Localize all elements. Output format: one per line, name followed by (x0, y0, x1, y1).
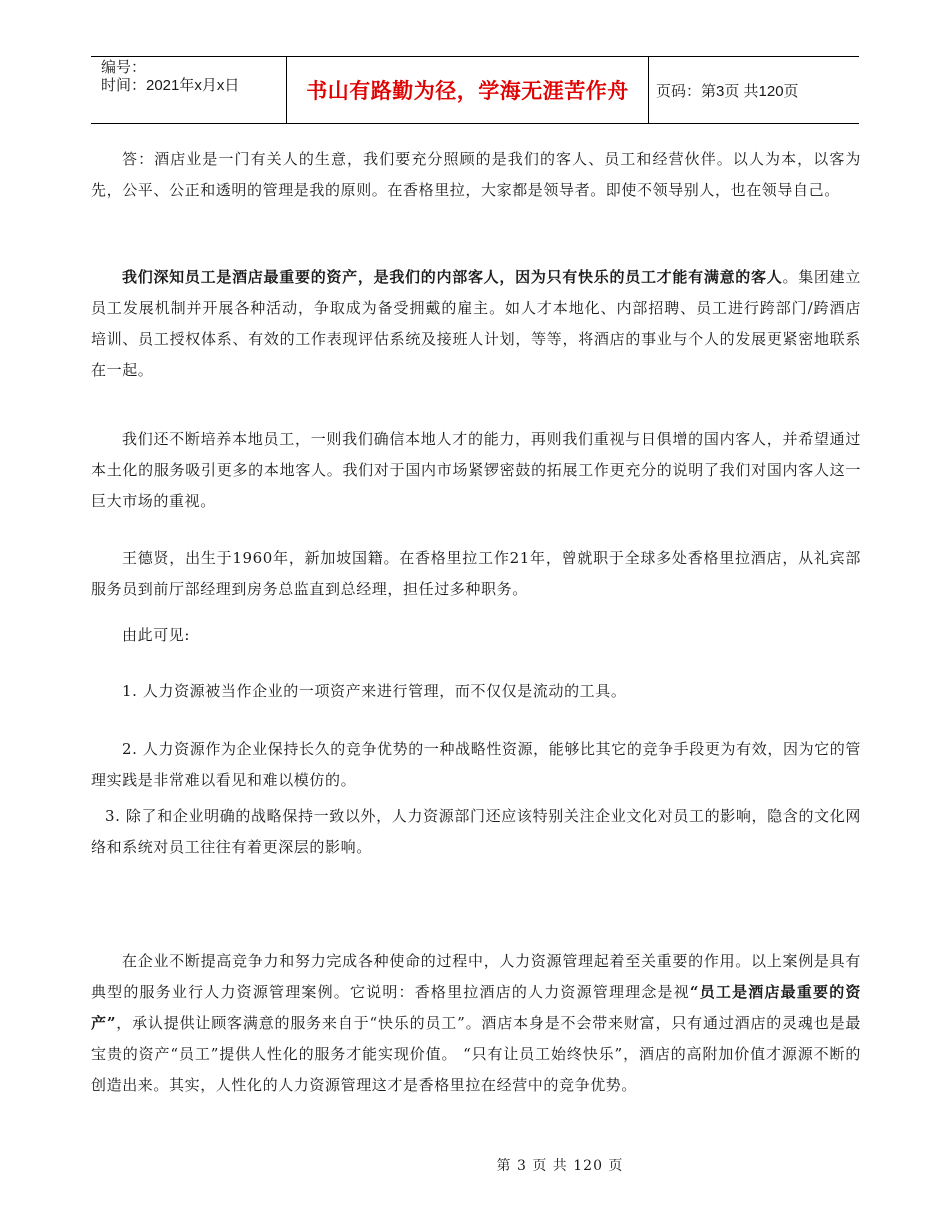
list-item-2 (91, 734, 861, 796)
list-item-1 (91, 676, 861, 707)
paragraph-summary (91, 946, 861, 1101)
paragraph-text: ，承认提供让顾客满意的服务来自于“快乐的员工”。酒店本身是不会带来财富，只有通过酒店的灵魂也是最宝贵的资产“员工”提供人性化的服务才能实现价值。 “只有让员工始终快乐”，酒店的高附加价值才源源不断的创造出来。其实，人性化的人力资源管理这才是香格里拉在经营中的竞争优势。 (91, 1014, 861, 1094)
page-header (91, 56, 859, 124)
list-item-text: 3. 除了和企业明确的战略保持一致以外，人力资源部门还应该特别关注企业文化对员工的影响，隐含的文化网络和系统对员工往往有着更深层的影响。 (91, 807, 861, 856)
paragraph-text: 我们还不断培养本地员工，一则我们确信本地人才的能力，再则我们重视与日俱增的国内客人，并希望通过本土化的服务吸引更多的本地客人。我们对于国内市场紧锣密鼓的拓展工作更充分的说明了我们对国内客人这一巨大市场的重视。 (91, 430, 861, 510)
paragraph-answer (91, 144, 861, 206)
paragraph-conclusion-intro (91, 620, 861, 651)
list-item-text: 2. 人力资源作为企业保持长久的竞争优势的一种战略性资源，能够比其它的竞争手段更为有效，因为它的管理实践是非常难以看见和难以模仿的。 (91, 740, 861, 789)
paragraph-text: 在企业不断提高竞争力和努力完成各种使命的过程中，人力资源管理起着至关重要的作用。以上案例是具有典型的服务业行人力资源管理案例。它说明：香格里拉酒店的人力资源管理理念是视 (91, 952, 861, 1001)
paragraph-text: 王德贤，出生于1960年，新加坡国籍。在香格里拉工作21年，曾就职于全球多处香格里拉酒店，从礼宾部服务员到前厅部经理到房务总监直到总经理，担任过多种职务。 (91, 549, 861, 598)
page-footer: 第 3 页 共 120 页 (496, 1158, 624, 1174)
header-meta (101, 59, 286, 95)
paragraph-text: 由此可见: (122, 626, 191, 644)
paragraph-biography (91, 543, 861, 605)
header-divider (648, 57, 649, 123)
paragraph-text: 答：酒店业是一门有关人的生意，我们要充分照顾的是我们的客人、员工和经营伙伴。以人为本，以客为先，公平、公正和透明的管理是我的原则。在香格里拉，大家都是领导者。即使不领导别人，也在领导自己。 (91, 150, 861, 199)
paragraph-text: 。集团建立员工发展机制并开展各种活动，争取成为备受拥戴的雇主。如人才本地化、内部招聘、员工进行跨部门/跨酒店培训、员工授权体系、有效的工作表现评估系统及接班人计划，等等，将酒店的事业与个人的发展更紧密地联系在一起。 (91, 268, 861, 379)
paragraph-local-staff (91, 424, 861, 517)
paragraph-employees (91, 262, 861, 386)
list-item-3 (91, 801, 861, 863)
time-label: 时间：2021年x月x日 (101, 77, 240, 94)
number-label: 编号： (101, 59, 147, 76)
bold-statement: 我们深知员工是酒店最重要的资产，是我们的内部客人，因为只有快乐的员工才能有满意的客人 (122, 268, 783, 286)
header-page-info: 页码：第3页 共120页 (656, 82, 799, 100)
bold-quote: “员工是酒店最重要的资产” (91, 983, 861, 1032)
list-item-text: 1. 人力资源被当作企业的一项资产来进行管理，而不仅仅是流动的工具。 (122, 682, 627, 700)
header-motto: 书山有路勤为径，学海无涯苦作舟 (306, 80, 629, 103)
